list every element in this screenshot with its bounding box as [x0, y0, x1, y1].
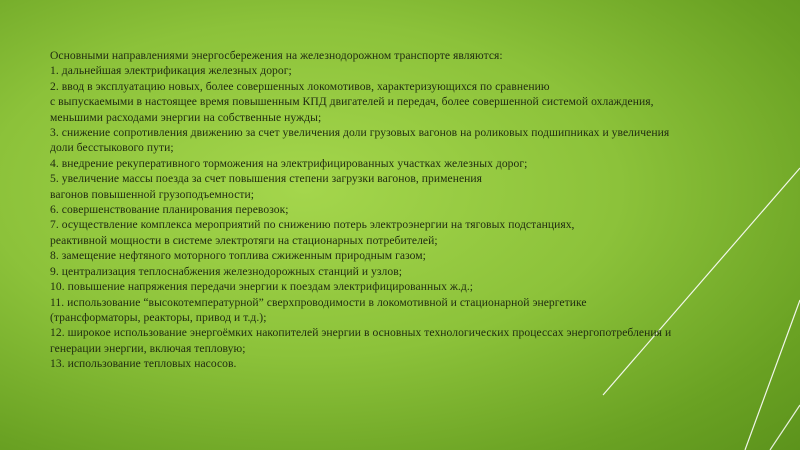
- list-line: реактивной мощности в системе электротяги на стационарных потребителей;: [50, 233, 438, 247]
- list-line: с выпускаемыми в настоящее время повышенным КПД двигателей и передач, более совершенной системой охлаждения,: [50, 95, 654, 109]
- list-line: 11. использование “высокотемпературной” сверхпроводимости в локомотивной и стационарной энергетике: [50, 295, 587, 309]
- list-line: доли бесстыкового пути;: [50, 141, 174, 155]
- list-line: 2. ввод в эксплуатацию новых, более совершенных локомотивов, характеризующихся по сравнению: [50, 79, 550, 93]
- list-line: генерации энергии, включая тепловую;: [50, 341, 246, 355]
- list-line: 8. замещение нефтяного моторного топлива сжиженным природным газом;: [50, 249, 426, 263]
- list-line: 7. осуществление комплекса мероприятий по снижению потерь электроэнергии на тяговых подстанциях,: [50, 218, 575, 232]
- list-line: 5. увеличение массы поезда за счет повышения степени загрузки вагонов, применения: [50, 172, 483, 186]
- list-line: 13. использование тепловых насосов.: [50, 357, 237, 371]
- list-line: 9. централизация теплоснабжения железнодорожных станций и узлов;: [50, 264, 402, 278]
- list-line: 4. внедрение рекуперативного торможения на электрифицированных участках железных дорог;: [50, 156, 528, 170]
- slide-text: [50, 48, 770, 372]
- list-line: 6. совершенствование планирования перевозок;: [50, 203, 289, 217]
- intro-line: Основными направлениями энергосбережения на железнодорожном транспорте являются:: [50, 49, 503, 62]
- list-line: вагонов повышенной грузоподъемности;: [50, 187, 255, 201]
- list-line: 3. снижение сопротивления движению за счет увеличения доли грузовых вагонов на роликовых подшипниках и увеличения: [50, 126, 670, 140]
- list-line: меньшими расходами энергии на собственные нужды;: [50, 110, 322, 124]
- list-line: 10. повышение напряжения передачи энергии к поездам электрифицированных ж.д.;: [50, 280, 474, 294]
- list-line: 1. дальнейшая электрификация железных дорог;: [50, 64, 292, 78]
- list-line: (трансформаторы, реакторы, привод и т.д.);: [50, 310, 267, 324]
- list-line: 12. широкое использование энергоёмких накопителей энергии в основных технологических процессах энергопотребления и: [50, 326, 672, 340]
